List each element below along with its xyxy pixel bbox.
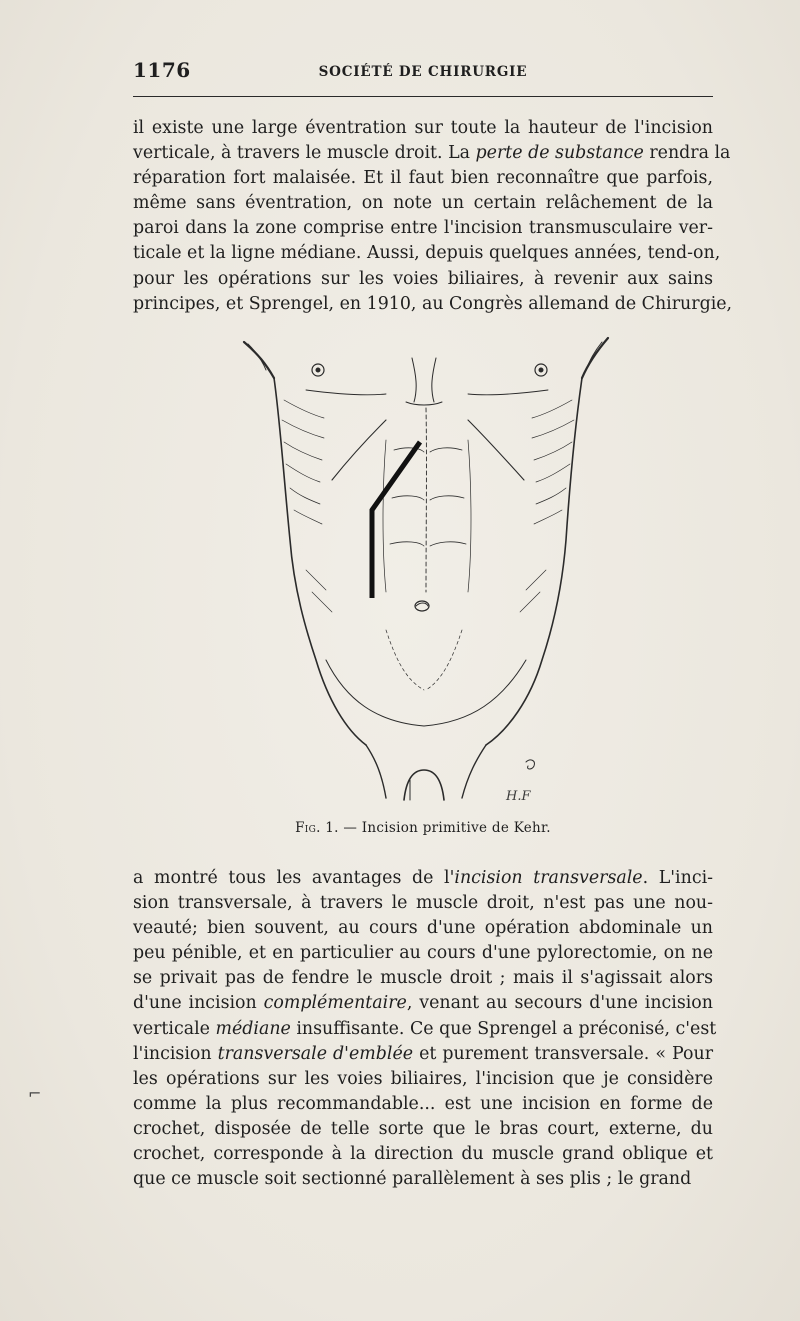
text-line	[133, 891, 713, 916]
line-text: réparation fort malaisée. Et il faut bien reconnaître que parfois,	[133, 168, 713, 189]
abdomen-drawing	[236, 330, 616, 810]
italic-text: transversale d'emblée	[217, 1043, 414, 1064]
line-text: principes, et Sprengel, en 1910, au Congrès allemand de Chirurgie,	[133, 293, 733, 314]
paragraph-bottom	[133, 866, 717, 1192]
line-text: , venant au secours d'une incision	[406, 993, 713, 1014]
italic-text: incision transversale	[454, 868, 643, 888]
line-text: insuffisante. Ce que Sprengel a préconisé, c'est	[290, 1018, 717, 1039]
text-line	[133, 241, 721, 266]
running-title: SOCIÉTÉ DE CHIRURGIE	[318, 64, 528, 80]
text-line	[133, 292, 733, 317]
text-line	[133, 991, 713, 1016]
text-line	[133, 916, 713, 941]
text-line	[133, 1067, 713, 1092]
line-text: peu pénible, et en particulier au cours d'une pylorectomie, on ne	[133, 943, 713, 964]
line-text: les opérations sur les voies biliaires, l'incision que je considère	[133, 1068, 713, 1089]
text-line	[133, 1092, 713, 1117]
paragraph-top	[133, 116, 733, 317]
line-text: et purement transversale. « Pour	[413, 1043, 714, 1064]
text-line	[133, 267, 713, 292]
line-text: crochet, corresponde à la direction du muscle grand oblique et	[133, 1144, 713, 1165]
text-line	[133, 941, 713, 966]
text-line	[133, 1042, 713, 1067]
margin-mark: ⌐	[28, 1084, 42, 1103]
line-text: paroi dans la zone comprise entre l'incision transmusculaire ver-	[133, 218, 713, 239]
caption-text: — Incision primitive de Kehr.	[338, 820, 551, 836]
text-line	[133, 1117, 713, 1142]
text-line	[133, 191, 713, 216]
header-rule	[133, 96, 713, 97]
page-header	[133, 58, 713, 90]
line-text: que ce muscle soit sectionné parallèlement à ses plis ; le grand	[133, 1169, 692, 1190]
line-text: veauté; bien souvent, au cours d'une opération abdominale un	[133, 918, 713, 939]
text-line	[133, 141, 731, 166]
text-line	[133, 966, 713, 991]
line-text: se privait pas de fendre le muscle droit ; mais il s'agissait alors	[133, 968, 713, 989]
line-text: il existe une large éventration sur toute la hauteur de l'incision	[133, 118, 713, 138]
artist-signature: H.F	[506, 789, 531, 804]
italic-text: perte de substance	[475, 143, 644, 164]
figure-caption	[133, 820, 713, 836]
text-line	[133, 166, 713, 191]
incision-line	[372, 442, 420, 598]
line-text: même sans éventration, on note un certain relâchement de la	[133, 193, 713, 214]
line-text: l'incision	[133, 1043, 218, 1064]
line-text: . L'inci-	[642, 868, 714, 888]
figure-abdomen-illustration	[236, 330, 616, 810]
line-text: ticale et la ligne médiane. Aussi, depuis quelques années, tend-on,	[133, 243, 721, 264]
text-line	[133, 866, 713, 891]
line-text: crochet, disposée de telle sorte que le bras court, externe, du	[133, 1118, 713, 1139]
line-text: verticale, à travers le muscle droit. La	[133, 143, 476, 164]
line-text: comme la plus recommandable... est une incision en forme de	[133, 1093, 713, 1114]
caption-label: Fig. 1.	[295, 820, 339, 836]
line-text: verticale	[133, 1018, 216, 1039]
italic-text: médiane	[215, 1018, 291, 1039]
line-text: sion transversale, à travers le muscle droit, n'est pas une nou-	[133, 893, 713, 914]
page-number: 1176	[133, 58, 191, 82]
line-text: pour les opérations sur les voies biliaires, à revenir aux sains	[133, 268, 713, 289]
text-line	[133, 116, 713, 141]
line-text: d'une incision	[133, 993, 264, 1014]
text-line	[133, 1017, 717, 1042]
text-line	[133, 216, 713, 241]
line-text: rendra la	[643, 143, 731, 164]
line-text: a montré tous les avantages de l'	[133, 868, 455, 888]
italic-text: complémentaire	[263, 993, 407, 1014]
text-line	[133, 1142, 713, 1167]
text-line	[133, 1167, 713, 1192]
